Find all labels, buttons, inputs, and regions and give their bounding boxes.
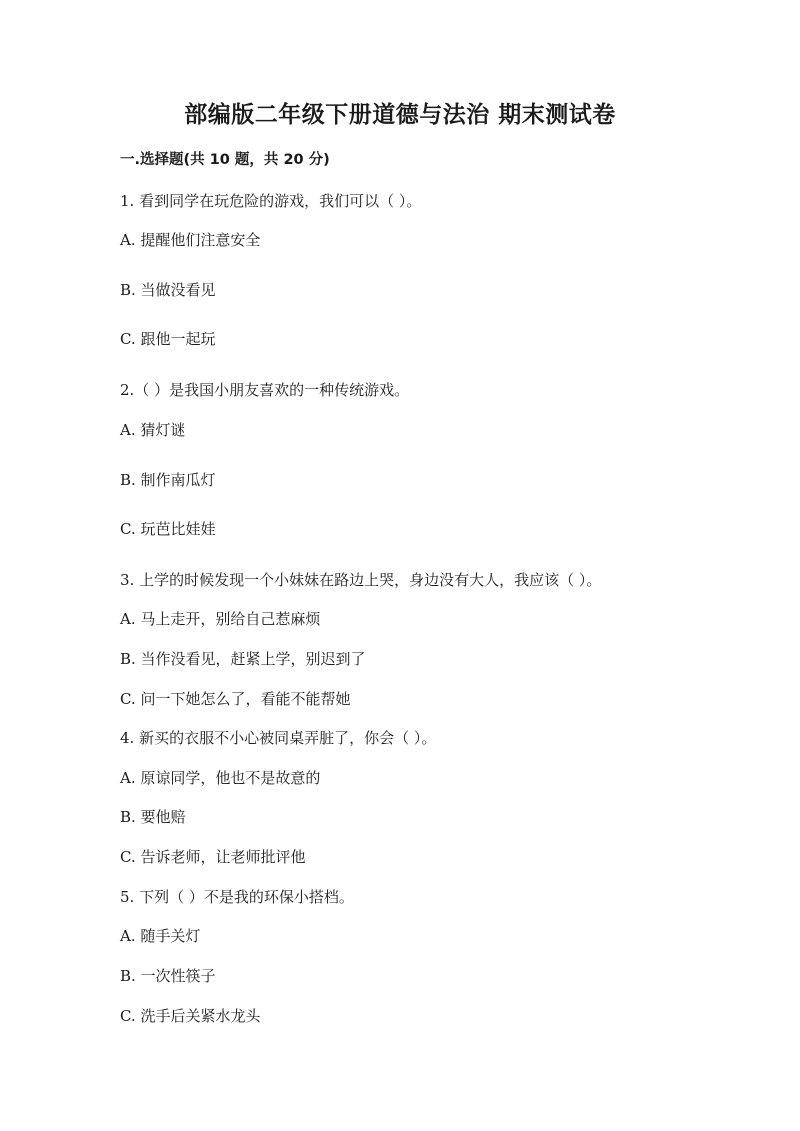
question-option: C. 洗手后关紧水龙头 xyxy=(120,1007,261,1025)
question-stem: 1. 看到同学在玩危险的游戏，我们可以（ ）。 xyxy=(120,192,422,210)
question-option: C. 玩芭比娃娃 xyxy=(120,520,216,538)
question-option: B. 一次性筷子 xyxy=(120,967,216,985)
question-option: A. 马上走开，别给自己惹麻烦 xyxy=(120,610,321,628)
question-option: B. 制作南瓜灯 xyxy=(120,471,216,489)
question-option: A. 提醒他们注意安全 xyxy=(120,231,261,249)
question-stem: 5. 下列（ ）不是我的环保小搭档。 xyxy=(120,888,354,906)
question-option: C. 跟他一起玩 xyxy=(120,330,216,348)
page-title: 部编版二年级下册道德与法治 期末测试卷 xyxy=(184,102,616,128)
question-option: C. 问一下她怎么了，看能不能帮她 xyxy=(120,690,351,708)
question-option: B. 当做没看见 xyxy=(120,281,216,299)
section-heading: 一.选择题(共 10 题，共 20 分) xyxy=(120,152,330,168)
question-stem: 4. 新买的衣服不小心被同桌弄脏了，你会（ ）。 xyxy=(120,729,437,747)
question-option: C. 告诉老师，让老师批评他 xyxy=(120,848,306,866)
question-option: A. 猜灯谜 xyxy=(120,421,186,439)
question-stem: 3. 上学的时候发现一个小妹妹在路边上哭，身边没有大人，我应该（ ）。 xyxy=(120,571,602,589)
question-option: A. 随手关灯 xyxy=(120,927,201,945)
question-option: B. 要他赔 xyxy=(120,808,186,826)
question-option: A. 原谅同学，他也不是故意的 xyxy=(120,769,321,787)
question-stem: 2.（ ）是我国小朋友喜欢的一种传统游戏。 xyxy=(120,381,410,399)
question-option: B. 当作没看见，赶紧上学，别迟到了 xyxy=(120,650,366,668)
